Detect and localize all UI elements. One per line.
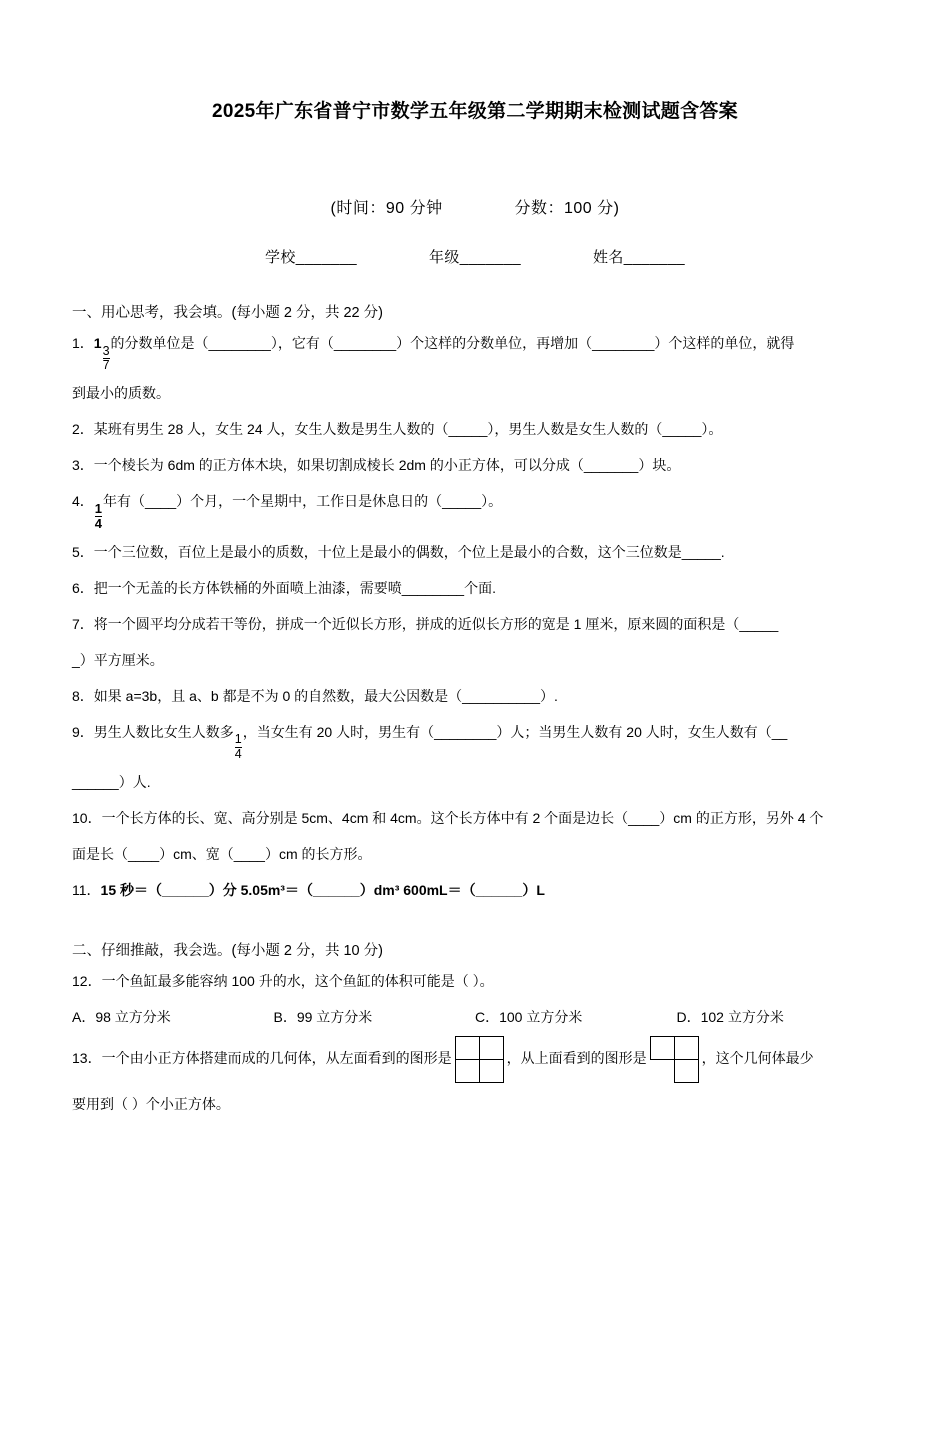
- choice-b[interactable]: B．99 立方分米: [273, 1008, 373, 1025]
- question-1-lead: 1: [93, 335, 102, 351]
- fraction-1-4: [95, 502, 102, 530]
- question-6-text: 把一个无盖的长方体铁桶的外面喷上油漆，需要喷________个面.: [93, 579, 496, 596]
- question-11-number: 11．: [72, 881, 101, 898]
- question-1-number: 1．: [72, 335, 94, 351]
- question-1-continued: [72, 378, 878, 408]
- question-2-number: 2．: [72, 421, 94, 438]
- question-1: [72, 328, 878, 372]
- grid-cell: [674, 1059, 698, 1082]
- question-9-continued: [72, 767, 878, 797]
- question-11-text: 15 秒＝（______）分 5.05m³＝（______）dm³ 600mL＝（______）L: [100, 881, 545, 898]
- question-12-text: 一个鱼缸最多能容纳 100 升的水，这个鱼缸的体积可能是（ ）。: [101, 972, 494, 989]
- question-13-text-a: 一个由小正方体搭建而成的几何体，从左面看到的图形是: [101, 1049, 452, 1066]
- student-fields: [72, 246, 878, 267]
- question-7-number: 7．: [72, 615, 94, 632]
- fraction-denominator: 7: [102, 358, 110, 372]
- question-5-text: 一个三位数，百位上是最小的质数，十位上是最小的偶数，个位上是最小的合数，这个三位数是_____.: [93, 543, 725, 560]
- question-3-number: 3．: [72, 457, 94, 474]
- field-school: 学校_______: [265, 249, 357, 266]
- question-7-text-b: _）平方厘米。: [72, 651, 164, 668]
- exam-paper-page: [0, 96, 950, 1440]
- question-13: [72, 1036, 878, 1083]
- choice-a[interactable]: A．98 立方分米: [72, 1008, 171, 1025]
- fraction-numerator: 3: [102, 343, 110, 358]
- field-grade: 年级_______: [429, 249, 521, 266]
- question-8-number: 8．: [72, 687, 94, 704]
- question-13-text-b: ，从上面看到的图形是: [506, 1049, 647, 1066]
- question-10: [72, 803, 878, 833]
- question-13-continued: [72, 1089, 878, 1119]
- question-13-text-d: 要用到（ ）个小正方体。: [72, 1095, 230, 1112]
- exam-time-label: (时间：90 分钟: [330, 200, 443, 217]
- question-10-continued: [72, 839, 878, 869]
- question-9-text-c: ______）人.: [72, 773, 151, 790]
- question-12-choices: [72, 1004, 878, 1030]
- question-5: [72, 537, 878, 567]
- grid-cell-empty: [650, 1059, 674, 1082]
- question-10-number: 10．: [72, 809, 102, 826]
- fraction-numerator: 1: [234, 732, 242, 747]
- question-13-text-c: ，这个几何体最少: [701, 1049, 814, 1066]
- left-view-grid-figure: [455, 1036, 504, 1083]
- grid-cell: [455, 1036, 479, 1059]
- question-13-number: 13．: [72, 1049, 102, 1066]
- grid-cell: [479, 1036, 503, 1059]
- question-5-number: 5．: [72, 543, 94, 560]
- question-6: [72, 573, 878, 603]
- grid-cell: [674, 1036, 698, 1059]
- question-4-number: 4．: [72, 493, 94, 510]
- question-1-text: 的分数单位是（________），它有（________）个这样的分数单位，再增加（________）个这样的单位，就得: [110, 335, 795, 351]
- fraction-denominator: 4: [94, 515, 103, 531]
- question-9-text-a: 男生人数比女生人数多: [93, 723, 234, 740]
- field-name: 姓名_______: [593, 249, 685, 266]
- page-title: 2025年广东省普宁市数学五年级第二学期期末检测试题含答案: [212, 101, 738, 122]
- fraction-denominator: 4: [234, 746, 242, 761]
- grid-cell: [455, 1059, 479, 1082]
- question-7: [72, 609, 878, 639]
- grid-cell: [479, 1059, 503, 1082]
- question-4: [72, 486, 878, 530]
- top-view-grid-figure: [650, 1036, 699, 1083]
- question-7-text: 将一个圆平均分成若干等份，拼成一个近似长方形，拼成的近似长方形的宽是 1 厘米，原来圆的面积是（_____: [93, 615, 779, 632]
- question-11: [72, 875, 878, 905]
- question-12-number: 12．: [72, 972, 102, 989]
- question-8: [72, 681, 878, 711]
- choice-d[interactable]: D．102 立方分米: [676, 1008, 784, 1025]
- question-9: [72, 717, 878, 761]
- question-10-text-a: 一个长方体的长、宽、高分别是 5cm、4cm 和 4cm。这个长方体中有 2 个面是边长（____）cm 的正方形，另外 4 个: [101, 809, 824, 826]
- section-heading-multiple-choice: 二、仔细推敲，我会选。(每小题 2 分，共 10 分): [72, 942, 383, 959]
- exam-info-line: [72, 195, 878, 218]
- fraction-numerator: 1: [94, 501, 103, 517]
- fraction-3-7: [103, 345, 110, 372]
- question-9-number: 9．: [72, 723, 94, 740]
- question-9-text-b: ，当女生有 20 人时，男生有（________）人；当男生人数有 20 人时，女生人数有（__: [242, 723, 788, 740]
- question-12: [72, 966, 878, 996]
- choice-c[interactable]: C．100 立方分米: [475, 1008, 583, 1025]
- question-3: [72, 450, 878, 480]
- exam-score-label: 分数：100 分): [514, 200, 620, 217]
- question-6-number: 6．: [72, 579, 94, 596]
- question-10-text-b: 面是长（____）cm、宽（____）cm 的长方形。: [72, 845, 372, 862]
- fraction-1-4-q9: [235, 733, 242, 760]
- question-7-continued: [72, 645, 878, 675]
- question-4-text: 年有（____）个月，一个星期中，工作日是休息日的（_____）。: [103, 493, 503, 510]
- question-2-text: 某班有男生 28 人，女生 24 人，女生人数是男生人数的（_____），男生人数是女生人数的（_____）。: [93, 421, 723, 438]
- question-3-text: 一个棱长为 6dm 的正方体木块，如果切割成棱长 2dm 的小正方体，可以分成（_______）块。: [93, 457, 681, 474]
- question-1-text-b: 到最小的质数。: [72, 385, 170, 402]
- question-2: [72, 414, 878, 444]
- grid-cell: [650, 1036, 674, 1059]
- section-heading-fill-in: 一、用心思考，我会填。(每小题 2 分，共 22 分): [72, 305, 383, 321]
- question-8-text: 如果 a=3b，且 a、b 都是不为 0 的自然数，最大公因数是（__________）.: [93, 687, 558, 704]
